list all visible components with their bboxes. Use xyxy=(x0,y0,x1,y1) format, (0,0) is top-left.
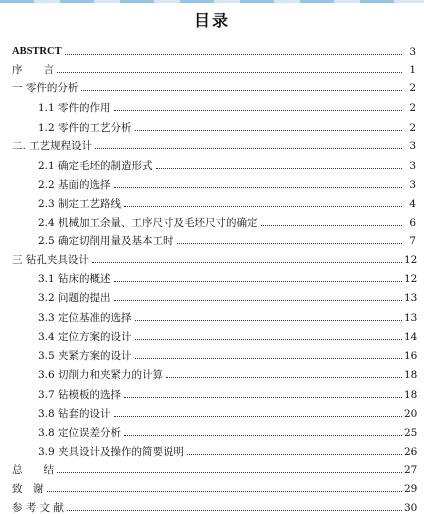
toc-entry-label: 3.1 钻床的概述 xyxy=(38,273,111,285)
toc-page-number: 3 xyxy=(409,160,416,172)
toc-page-number: 16 xyxy=(404,350,418,362)
toc-section-entry[interactable] xyxy=(12,456,416,476)
toc-leader-dots xyxy=(135,130,402,131)
toc-entry-label: 3.8 钻套的设计 xyxy=(38,408,111,420)
toc-subsection-entry[interactable] xyxy=(38,342,416,362)
toc-entry-label: 2.4 机械加工余量、工序尺寸及毛坯尺寸的确定 xyxy=(38,217,258,229)
toc-subsection-entry[interactable] xyxy=(38,94,416,114)
toc-subsection-entry[interactable] xyxy=(38,171,416,191)
toc-leader-dots xyxy=(92,262,402,263)
toc-subsection-entry[interactable] xyxy=(38,190,416,210)
header-rule xyxy=(0,0,424,3)
toc-leader-dots xyxy=(124,435,402,436)
toc-leader-dots xyxy=(135,358,402,359)
toc-page-number: 20 xyxy=(404,408,418,420)
toc-leader-dots xyxy=(124,397,402,398)
toc-entry-label: 2.2 基面的选择 xyxy=(38,179,111,191)
toc-page-number: 2 xyxy=(409,122,416,134)
toc-entry-label: 三 钻孔夹具设计 xyxy=(12,254,89,266)
toc-page-number: 1 xyxy=(409,64,416,76)
toc-leader-dots xyxy=(65,54,402,55)
toc-page-number: 6 xyxy=(409,217,416,229)
toc-section-entry[interactable] xyxy=(12,475,416,495)
toc-leader-dots xyxy=(81,90,402,91)
toc-leader-dots xyxy=(166,377,402,378)
toc-leader-dots xyxy=(57,72,402,73)
toc-entry-label: 2.1 确定毛坯的制造形式 xyxy=(38,160,153,172)
toc-page-number: 4 xyxy=(409,198,416,210)
toc-leader-dots xyxy=(114,300,402,301)
toc-entry-label: 3.9 夹具设计及操作的简要说明 xyxy=(38,446,185,458)
toc-leader-dots xyxy=(57,472,402,473)
toc-leader-dots xyxy=(95,148,402,149)
toc-page-number: 13 xyxy=(404,312,418,324)
toc-section-entry[interactable] xyxy=(12,246,416,266)
toc-leader-dots xyxy=(177,243,402,244)
toc-entry-label: 参 考 文 献 xyxy=(12,502,65,514)
page-title: 目录 xyxy=(193,11,230,30)
toc-subsection-entry[interactable] xyxy=(38,209,416,229)
toc-leader-dots xyxy=(135,320,402,321)
toc-page-number: 3 xyxy=(409,179,416,191)
toc-entry-label: 3.7 钻模板的选择 xyxy=(38,389,122,401)
toc-section-entry[interactable] xyxy=(12,494,416,514)
toc-page-number: 2 xyxy=(409,82,416,94)
toc-page-number: 26 xyxy=(404,446,418,458)
toc-leader-dots xyxy=(114,110,402,111)
toc-page-number: 7 xyxy=(409,235,416,247)
toc-page-number: 2 xyxy=(409,102,416,114)
toc-section-entry[interactable] xyxy=(12,74,416,94)
toc-page-number: 13 xyxy=(404,292,418,304)
toc-entry-label: 3.5 夹紧方案的设计 xyxy=(38,350,132,362)
toc-entry-label: 3.8 定位误差分析 xyxy=(38,427,122,439)
toc-leader-dots xyxy=(47,491,403,492)
toc-subsection-entry[interactable] xyxy=(38,381,416,401)
toc-leader-dots xyxy=(156,168,402,169)
toc-page-number: 12 xyxy=(404,254,418,266)
toc-subsection-entry[interactable] xyxy=(38,284,416,304)
toc-leader-dots xyxy=(67,510,402,511)
toc-leader-dots xyxy=(124,206,402,207)
toc-page-number: 30 xyxy=(404,502,418,514)
toc-subsection-entry[interactable] xyxy=(38,400,416,420)
toc-entry-label: 1.1 零件的作用 xyxy=(38,102,111,114)
toc-subsection-entry[interactable] xyxy=(38,323,416,343)
toc-page-number: 25 xyxy=(404,427,418,439)
toc-entry-label: 3.4 定位方案的设计 xyxy=(38,331,132,343)
toc-entry-label: 3.2 问题的提出 xyxy=(38,292,111,304)
toc-leader-dots xyxy=(187,454,402,455)
toc-section-entry[interactable] xyxy=(12,132,416,152)
toc-subsection-entry[interactable] xyxy=(38,304,416,324)
toc-entry-label: 二. 工艺规程设计 xyxy=(12,140,93,152)
toc-entry-label: 序 言 xyxy=(12,64,54,76)
toc-subsection-entry[interactable] xyxy=(38,114,416,134)
toc-entry-label: ABSTRCT xyxy=(12,46,62,57)
toc-subsection-entry[interactable] xyxy=(38,361,416,381)
toc-leader-dots xyxy=(114,416,402,417)
toc-page-number: 12 xyxy=(404,273,418,285)
toc-page-number: 14 xyxy=(404,331,418,343)
toc-section-entry[interactable] xyxy=(12,38,416,58)
toc-subsection-entry[interactable] xyxy=(38,438,416,458)
toc-entry-label: 3.3 定位基准的选择 xyxy=(38,312,132,324)
toc-page-number: 18 xyxy=(404,369,418,381)
toc-leader-dots xyxy=(135,339,402,340)
toc-section-entry[interactable] xyxy=(12,56,416,76)
toc-page-number: 3 xyxy=(409,140,416,152)
toc-entry-label: 总 结 xyxy=(12,464,54,476)
toc-page-number: 18 xyxy=(404,389,418,401)
toc-page-number: 3 xyxy=(409,46,416,58)
toc-entry-label: 2.3 制定工艺路线 xyxy=(38,198,122,210)
toc-leader-dots xyxy=(114,187,402,188)
toc-subsection-entry[interactable] xyxy=(38,152,416,172)
toc-page-number: 27 xyxy=(404,464,418,476)
toc-page-number: 29 xyxy=(404,483,418,495)
toc-leader-dots xyxy=(114,281,402,282)
toc-entry-label: 致 谢 xyxy=(12,483,44,495)
toc-entry-label: 2.5 确定切削用量及基本工时 xyxy=(38,235,174,247)
toc-entry-label: 1.2 零件的工艺分析 xyxy=(38,122,132,134)
toc-entry-label: 3.6 切削力和夹紧力的计算 xyxy=(38,369,164,381)
toc-subsection-entry[interactable] xyxy=(38,265,416,285)
toc-entry-label: 一 零件的分析 xyxy=(12,82,79,94)
toc-subsection-entry[interactable] xyxy=(38,419,416,439)
toc-leader-dots xyxy=(261,225,402,226)
toc-subsection-entry[interactable] xyxy=(38,227,416,247)
